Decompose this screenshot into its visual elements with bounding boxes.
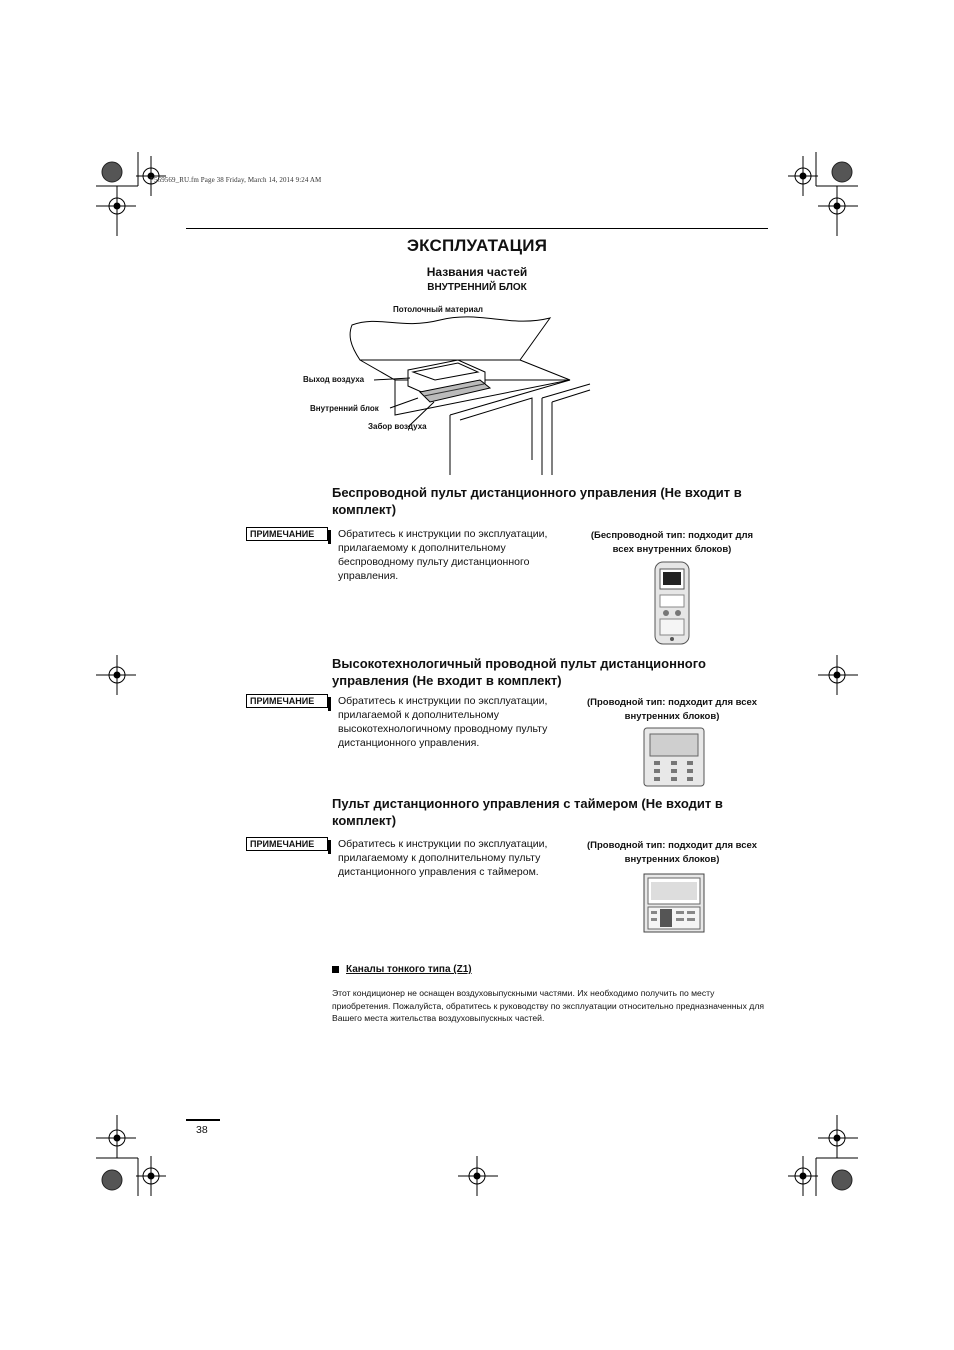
remote-caption: (Проводной тип: подходит для всех внутренних блоков) xyxy=(587,840,757,865)
note-text: Обратитесь к инструкции по эксплуатации, прилагаемому к дополнительному беспроводному пульту дистанционного управления. xyxy=(338,528,548,582)
page-title: ЭКСПЛУАТАЦИЯ xyxy=(406,236,548,255)
bullet-square-icon xyxy=(332,966,339,973)
section-wireless-title: Беспроводной пульт дистанционного управления (Не входит в комплект) xyxy=(332,485,742,517)
ceiling-label: Потолочный материал xyxy=(393,305,484,314)
ducts-heading xyxy=(332,964,472,975)
wired-remote-image xyxy=(643,727,705,787)
section-timer-title: Пульт дистанционного управления с таймером (Не входит в комплект) xyxy=(332,796,723,828)
top-rule xyxy=(186,228,768,229)
note-badge: ПРИМЕЧАНИЕ xyxy=(246,694,328,708)
wireless-remote-image xyxy=(654,561,690,645)
parts-subheading: ВНУТРЕННИЙ БЛОК xyxy=(427,282,527,293)
ducts-heading-text: Каналы тонкого типа (Z1) xyxy=(346,964,472,975)
page-number: 38 xyxy=(196,1124,208,1136)
ducts-text: Этот кондиционер не оснащен воздуховыпускными частями. Их необходимо получить по месту приобретения. Пожалуйста, обратитесь к руководству по эксплуатации относительно предназначенных для Вашего места жительства воздуховыпускных частей. xyxy=(332,988,764,1023)
file-meta: F569569_RU.fm Page 38 Friday, March 14, 2014 9:24 AM xyxy=(150,176,322,184)
note-text: Обратитесь к инструкции по эксплуатации, прилагаемому к дополнительному пульту дистанционного управления с таймером. xyxy=(338,838,548,878)
timer-remote-image xyxy=(643,873,705,933)
note-badge: ПРИМЕЧАНИЕ xyxy=(246,837,328,851)
remote-caption: (Беспроводной тип: подходит для всех внутренних блоков) xyxy=(590,530,754,555)
air-outlet-label: Выход воздуха xyxy=(303,375,365,384)
note-badge: ПРИМЕЧАНИЕ xyxy=(246,527,328,541)
indoor-unit-diagram xyxy=(300,300,600,475)
air-inlet-label: Забор воздуха xyxy=(368,422,427,431)
note-text: Обратитесь к инструкции по эксплуатации, прилагаемой к дополнительному высокотехнологичному проводному пульту дистанционного управления. xyxy=(338,695,548,749)
page-number-rule xyxy=(186,1119,220,1121)
indoor-unit-label: Внутренний блок xyxy=(310,404,379,413)
remote-caption: (Проводной тип: подходит для всех внутренних блоков) xyxy=(587,697,757,722)
parts-heading: Названия частей xyxy=(426,265,528,279)
section-wired-title: Высокотехнологичный проводной пульт дистанционного управления (Не входит в комплект) xyxy=(332,656,706,688)
